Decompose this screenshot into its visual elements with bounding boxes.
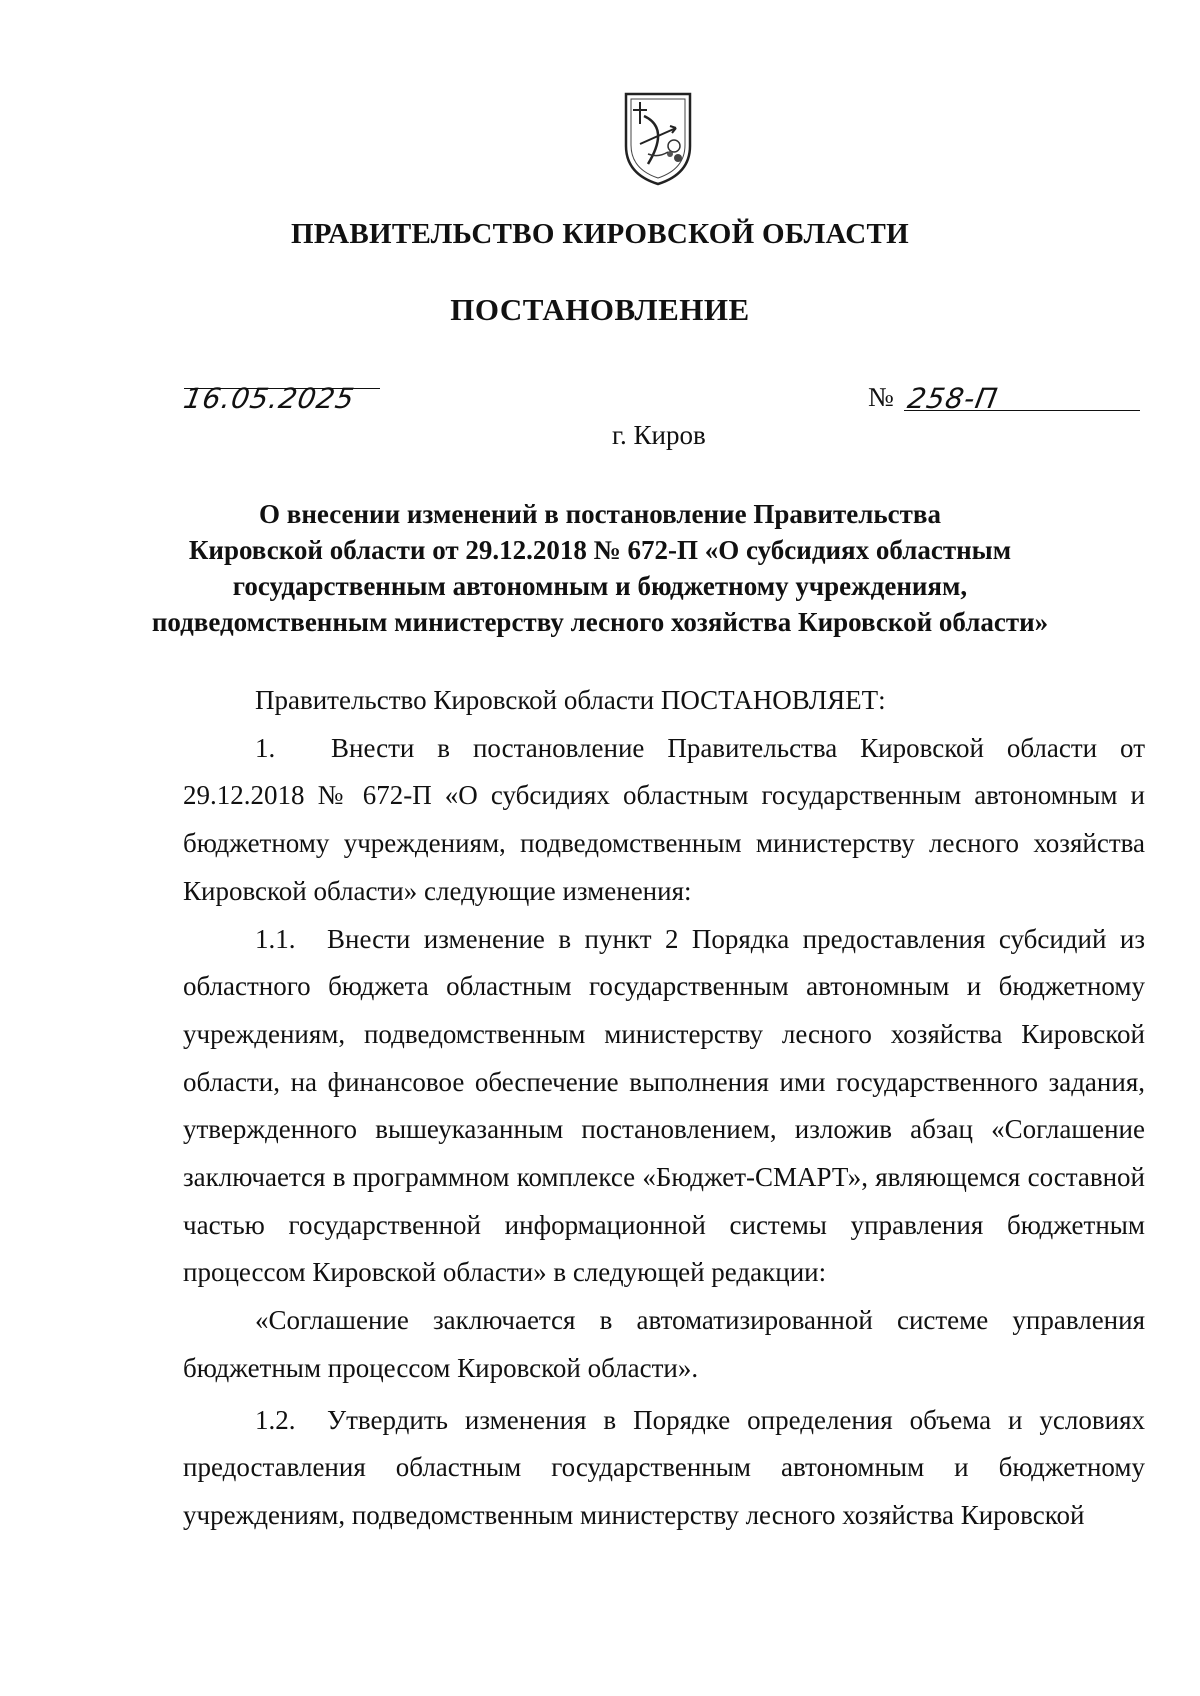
government-title: ПРАВИТЕЛЬСТВО КИРОВСКОЙ ОБЛАСТИ <box>290 218 910 250</box>
paragraph-number: 1.2. <box>255 1404 296 1435</box>
number-underline <box>904 410 1140 411</box>
number-sign: № <box>868 382 894 412</box>
paragraph-1 <box>183 725 1145 916</box>
preamble: Правительство Кировской области ПОСТАНОВЛЯЕТ: <box>255 685 886 715</box>
paragraph-number: 1.1. <box>255 923 296 954</box>
subject-line: государственным автономным и бюджетному учреждениям, <box>232 571 968 601</box>
subject-line: О внесении изменений в постановление Правительства <box>259 499 941 529</box>
paragraph-1-1 <box>183 916 1145 1298</box>
quote-paragraph: «Соглашение заключается в автоматизированной системе управления бюджетным процессом Кировской области». <box>183 1305 1145 1383</box>
city: г. Киров <box>612 420 706 450</box>
coat-of-arms <box>618 88 698 188</box>
subject-line: Кировской области от 29.12.2018 № 672-П «О субсидиях областным <box>188 535 1012 565</box>
document-date: 16.05.2025 <box>181 382 358 415</box>
paragraph-1-2 <box>183 1397 1145 1540</box>
subject-line: подведомственным министерству лесного хозяйства Кировской области» <box>151 607 1049 637</box>
paragraph-text: Внести изменение в пункт 2 Порядка предоставления субсидий из областного бюджета областным государственным автономным и бюджетному учреждениям, подведомственным министерству лесного хозяйства Кировской области, на финансовое обеспечение выполнения ими государственного задания, утвержденного вышеуказанным постановлением, изложив абзац «Соглашение заключается в программном комплексе «Бюджет-СМАРТ», являющемся составной частью государственной информационной системы управления бюджетным процессом Кировской области» в следующей редакции: <box>183 923 1145 1288</box>
document-subject <box>150 496 1050 640</box>
paragraph-text: Внести в постановление Правительства Кировской области от 29.12.2018 № 672-П «О субсидиях областным государственным автономным и бюджетному учреждениям, подведомственным министерству лесного хозяйства Кировской области» следующие изменения: <box>183 732 1145 906</box>
document-body <box>183 677 1145 1540</box>
kirov-coat-of-arms-icon <box>618 88 698 188</box>
document-number: 258-П <box>905 382 1001 415</box>
document-type: ПОСТАНОВЛЕНИЕ <box>450 292 750 327</box>
date-underline <box>184 388 380 389</box>
paragraph-number: 1. <box>255 732 276 763</box>
paragraph-text: Утвердить изменения в Порядке определения объема и условиях предоставления областным государственным автономным и бюджетному учреждениям, подведомственным министерству лесного хозяйства Кировской <box>183 1404 1145 1530</box>
